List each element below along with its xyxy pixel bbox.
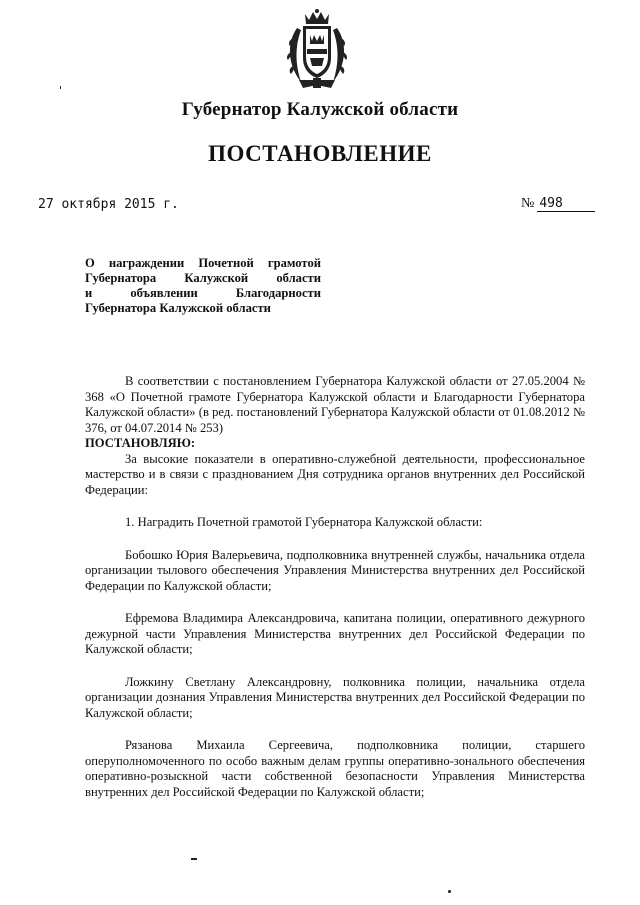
item-1-paragraph: 1. Наградить Почетной грамотой Губернатора Калужской области:: [125, 515, 483, 529]
document-date: 27 октября 2015 г.: [38, 197, 179, 212]
document-body: [85, 374, 585, 800]
scan-speck: [191, 858, 197, 860]
decree-heading: ПОСТАНОВЛЯЮ:: [85, 436, 196, 450]
document-subject: [85, 256, 321, 316]
subject-line: О награждении Почетной грамотой: [85, 256, 321, 270]
subject-line: Губернатора Калужской области: [85, 271, 321, 285]
subject-line: и объявлении Благодарности: [85, 286, 321, 300]
reason-paragraph: За высокие показатели в оперативно-служебной деятельности, профессиональное мастерство и в связи с празднованием Дня сотрудника органов внутренних дел Российской Федерации:: [85, 451, 585, 497]
number-sign: №: [521, 196, 535, 211]
awardee-paragraph: Ефремова Владимира Александровича, капитана полиции, оперативного дежурного дежурной части Управления Министерства внутренних дел Российской Федерации по Калужской области;: [85, 611, 585, 656]
issuer-title: Губернатор Калужской области: [181, 99, 459, 120]
subject-line: Губернатора Калужской области: [85, 301, 271, 315]
awardee-paragraph: Бобошко Юрия Валерьевича, подполковника внутренней службы, начальника отдела организации тылового обеспечения Управления Министерства внутренних дел Российской Федерации по Калужской области;: [85, 547, 585, 593]
document-number: [521, 196, 595, 212]
awardee-paragraph: Рязанова Михаила Сергеевича, подполковника полиции, старшего оперуполномоченного по особо важным делам группы оперативно-зонального обеспечения оперативно-розыскной части собственной безопасности Управления Министерства внутренних дел Российской Федерации по Калужской области;: [85, 738, 585, 799]
awardee-paragraph: Ложкину Светлану Александровну, полковника полиции, начальника отдела организации дознания Управления Министерства внутренних дел Российской Федерации по Калужской области;: [85, 674, 585, 720]
number-value: 498: [537, 196, 594, 212]
preamble-paragraph: В соответствии с постановлением Губернатора Калужской области от 27.05.2004 № 368 «О Почетной грамоте Губернатора Калужской области и Благодарности Губернатора Калужской области» (в ред. постановлений Губернатора Калужской области от 01.08.2012 № 376, от 04.07.2014 № 253): [85, 374, 585, 435]
kaluga-coat-of-arms-icon: [283, 8, 351, 92]
scan-speck: [448, 890, 451, 893]
document-type-title: ПОСТАНОВЛЕНИЕ: [208, 141, 432, 166]
scan-speck: [60, 86, 61, 89]
